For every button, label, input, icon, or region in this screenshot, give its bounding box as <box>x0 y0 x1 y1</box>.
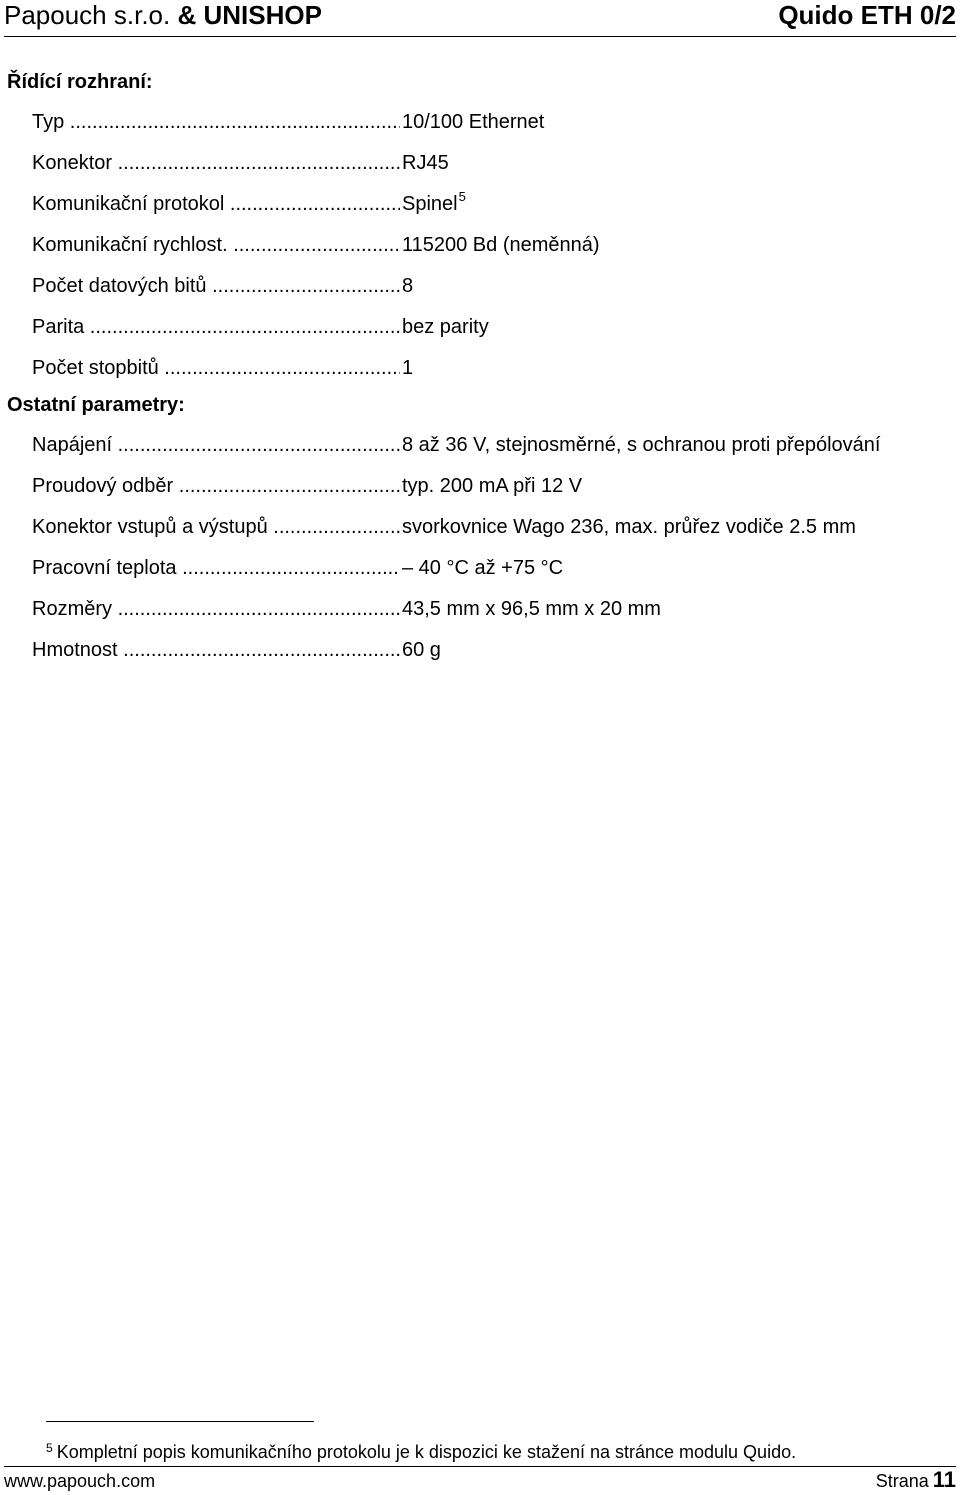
spec-value: 8 <box>402 275 414 297</box>
section-title-control-interface: Řídící rozhraní: <box>7 71 153 93</box>
spec-label: Počet datových bitů ..... <box>32 273 402 299</box>
spec-value: – 40 °C až +75 °C <box>402 557 564 579</box>
spec-value-text: Spinel <box>402 193 458 215</box>
spec-value: typ. 200 mA při 12 V <box>402 475 583 497</box>
spec-label: Konektor ..... <box>32 150 402 176</box>
footnote-text: Kompletní popis komunikačního protokolu je k dispozici ke stažení na stránce modulu Quido. <box>56 1442 797 1462</box>
spec-value: 1 <box>402 357 414 379</box>
company-name: Papouch s.r.o. <box>4 0 171 30</box>
spec-label: Rozměry ..... <box>32 596 402 622</box>
spec-value: 60 g <box>402 639 441 661</box>
page-indicator <box>876 1468 956 1493</box>
spec-value: 8 až 36 V, stejnosměrné, s ochranou proti přepólování <box>402 434 881 456</box>
spec-value-with-footnote <box>400 191 466 217</box>
spec-label: Napájení ..... <box>32 432 402 458</box>
spec-label: Proudový odběr ..... <box>32 473 402 499</box>
spec-value: svorkovnice Wago 236, max. průřez vodiče 2.5 mm <box>402 516 856 538</box>
spec-label: Pracovní teplota ..... <box>32 555 402 581</box>
page-header <box>4 0 956 37</box>
footnote-number: 5 <box>46 1441 53 1455</box>
spec-label: Konektor vstupů a výstupů ..... <box>32 514 402 540</box>
page-label: Strana <box>875 1471 929 1491</box>
spec-label: Hmotnost ..... <box>32 637 402 663</box>
spec-value: RJ45 <box>402 152 449 174</box>
website-link[interactable]: www.papouch.com <box>4 1471 156 1491</box>
company-connector: & <box>170 0 204 30</box>
page-footer <box>4 1466 956 1495</box>
spec-value: bez parity <box>402 316 489 338</box>
spec-label: Komunikační rychlost. ..... <box>32 232 402 258</box>
footnote-ref: 5 <box>458 189 466 204</box>
header-company <box>4 0 322 30</box>
page-number: 11 <box>932 1467 956 1492</box>
product-name: Quido ETH 0/2 <box>778 0 956 30</box>
footnote-separator <box>46 1421 314 1422</box>
footnote <box>46 1441 796 1463</box>
spec-value: 43,5 mm x 96,5 mm x 20 mm <box>402 598 661 620</box>
shop-name: UNISHOP <box>203 0 322 30</box>
spec-label: Parita ..... <box>32 314 402 340</box>
spec-value: 10/100 Ethernet <box>402 111 545 133</box>
spec-value: 115200 Bd (neměnná) <box>402 234 600 256</box>
spec-label: Komunikační protokol ..... <box>32 191 402 217</box>
spec-label: Počet stopbitů ..... <box>32 355 402 381</box>
section-title-other-parameters: Ostatní parametry: <box>7 394 185 416</box>
spec-label: Typ ..... <box>32 109 402 135</box>
